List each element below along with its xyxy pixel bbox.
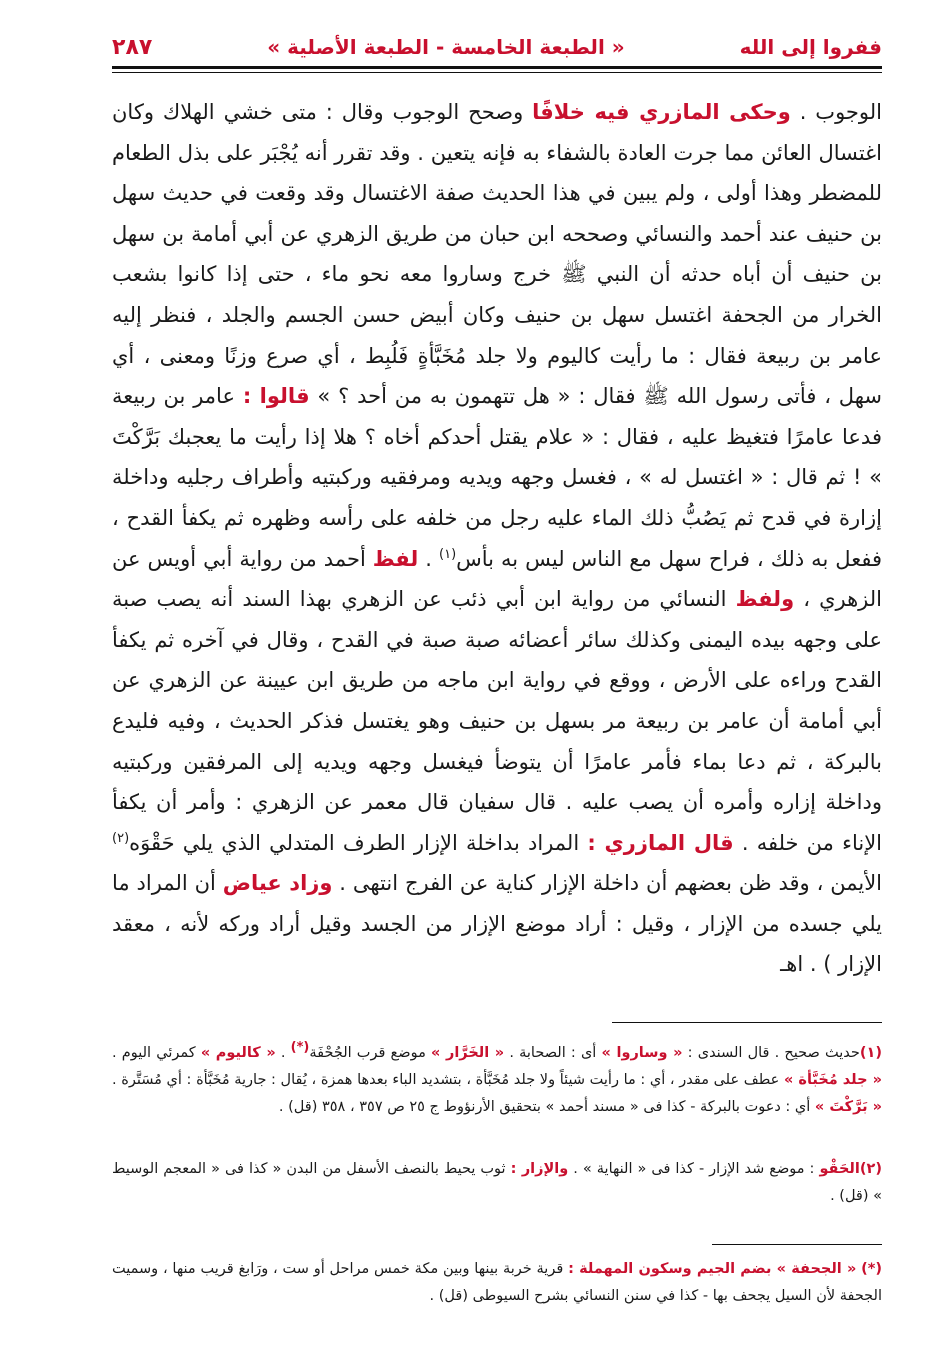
page-number: ٢٨٧ xyxy=(112,34,153,60)
main-text xyxy=(112,92,882,985)
highlight-run: « الخَرَّار » xyxy=(431,1045,505,1061)
highlight-run: لفظ xyxy=(372,546,419,571)
footnote-rule xyxy=(612,1022,882,1023)
footnote-number: (١) xyxy=(859,1045,882,1061)
text-run: . xyxy=(418,546,439,571)
text-run: المراد بداخلة الإزار الطرف المتدلي الذي يلي حَقْوَه xyxy=(129,830,588,855)
footnote-1 xyxy=(112,1040,882,1121)
footnote-marker: (*) xyxy=(290,1040,310,1056)
page-header xyxy=(112,30,882,64)
highlight-run: « جلد مُخَبَّأة » xyxy=(783,1072,882,1088)
text-run: عطف على مقدر ، أي : ما رأيت شيئاً ولا جلد مُخَبَّأة ، بتشديد الباء بعدها همزة ، يُقال : جارية مُخَبَّأة : أي مُسَتَّرة . xyxy=(112,1072,784,1088)
highlight-run: الحَقْو xyxy=(819,1161,860,1177)
text-run: الأيمن ، وقد ظن بعضهم أن داخلة الإزار كناية عن الفرج انتهى . xyxy=(332,871,883,896)
footnote-number: (٢) xyxy=(859,1161,882,1177)
text-run: النسائي من رواية ابن أبي ذئب عن الزهري بهذا السند أنه يصب صبة على وجهه بيده اليمنى وكذلك سائر أعضائه صبة صبة في القدح ، وقال في آخره ثم يكفأ القدح وراءه على الأرض ، ووقع في رواية ابن ماجه من طريق ابن عيينة عن الزهري عن أبي أمامة أن عامر بن ربيعة مر بسهل بن حنيف وهو يغتسل فذكر الحديث ، وفيه فليدع بالبركة ، ثم دعا بماء فأمر عامرًا أن يتوضأ فيغسل وجهه ويديه إلى المرفقين وركبتيه وداخلة إزاره وأمره أن يصب عليه . قال سفيان قال معمر عن الزهري : وأمر أن يكفأ الإناء من خلفه . xyxy=(112,587,883,855)
text-run: الوجوب . xyxy=(790,100,882,124)
highlight-run: « كاليوم » xyxy=(200,1045,276,1061)
footnote-marker: (١) xyxy=(439,546,457,562)
highlight-run: « بَرَّكْتَ » xyxy=(814,1099,882,1115)
text-run: موضع قرب الجُحْفَة xyxy=(309,1045,432,1061)
highlight-run: وحكى المازري فيه خلافًا xyxy=(532,100,791,124)
highlight-run: « الجحفة » بضم الجيم وسكون المهملة : xyxy=(568,1261,857,1277)
footnote-star xyxy=(112,1256,882,1310)
text-run: قرية خربة بينها وبين مكة خمس مراحل أو ست ، ورَابغ قريب منها ، وسميت الجحفة لأن السيل يجحف بها - كذا في سنن النسائي بشرح السيوطى (قل) . xyxy=(112,1261,882,1304)
text-run: عامر بن ربيعة فدعا عامرًا فتغيظ عليه ، فقال : « علام يقتل أحدكم أخاه ؟ هلا إذا رأيت ما يعجبك بَرَّكْتَ » ! ثم قال : « اغتسل له » ، فغسل وجهه ويديه ومرفقيه وركبتيه وأطراف رجليه وداخلة إزارة في قدح ثم يَصُبُّ ذلك الماء عليه رجل من خلفه على رأسه وظهره ثم يكفأ القدح ، ففعل به ذلك ، فراح سهل مع الناس ليس به بأس xyxy=(112,384,882,571)
footnote-marker: (٢) xyxy=(112,830,130,846)
text-run: : موضع شد الإزار - كذا فى « النهاية » . xyxy=(568,1161,820,1177)
highlight-run: ولفظ xyxy=(735,587,795,612)
text-run: أن المراد ما يلي جسده من الإزار ، وقيل : أراد موضع الإزار من الجسد وقيل أراد وركه لأنه ، معقد الإزار ) . اهـ xyxy=(112,871,882,977)
text-run: حديث صحيح . قال السندى : xyxy=(682,1045,860,1061)
highlight-run: والإزار : xyxy=(510,1161,569,1177)
main-paragraph xyxy=(112,92,882,985)
text-run: وصحح الوجوب وقال : متى خشي الهلاك وكان اغتسال العائن مما جرت العادة بالشفاء به فإنه يتعين . وقد تقرر أنه يُجْبَر على بذل الطعام للمضطر وهذا أولى ، ولم يبين في هذا الحديث صفة الاغتسال وقد وقعت في حديث سهل بن حنيف عند أحمد والنسائي وصححه ابن حبان من طريق الزهري عن أبي أمامة بن سهل بن حنيف أن أباه حدثه أن النبي ﷺ خرج وساروا معه نحو ماء ، حتى إذا كانوا بشعب الخرار من الجحفة اغتسل سهل بن حنيف وكان أبيض حسن الجسم والجلد ، فنظر إليه عامر بن ربيعة فقال : ما رأيت كاليوم ولا جلد مُخَبَّأةٍ فَلُبِط ، أي صرع وزنًا ومعنى ، أي سهل ، فأتى رسول الله ﷺ فقال : « هل تتهمون به من أحد ؟ » xyxy=(112,100,882,409)
highlight-run: « وساروا » xyxy=(601,1045,683,1061)
footnote-number: (*) xyxy=(861,1261,883,1277)
highlight-run: وزاد عياض xyxy=(222,871,333,896)
footnote-2 xyxy=(112,1156,882,1210)
text-run: . xyxy=(275,1045,291,1061)
footnote-rule-secondary xyxy=(712,1244,882,1245)
header-rule xyxy=(112,66,882,69)
book-title: ففروا إلى الله xyxy=(739,35,882,59)
text-run: أحمد من رواية أبي أويس عن الزهري ، xyxy=(112,546,883,612)
text-run: أي : دعوت بالبركة - كذا فى « مسند أحمد » بتحقيق الأرنؤوط ج ٢٥ ص ٣٥٧ ، ٣٥٨ (قل) . xyxy=(278,1099,815,1115)
text-run: ثوب يحيط بالنصف الأسفل من البدن « كذا فى « المعجم الوسيط » (قل) . xyxy=(112,1161,882,1204)
highlight-run: قال المازري : xyxy=(587,830,734,855)
text-run: كمرئي اليوم . xyxy=(112,1045,201,1061)
highlight-run: قالوا : xyxy=(242,384,310,409)
header-rule-thin xyxy=(112,72,882,73)
text-run: أى : الصحابة . xyxy=(504,1045,602,1061)
edition-label: « الطبعة الخامسة - الطبعة الأصلية » xyxy=(267,35,625,59)
